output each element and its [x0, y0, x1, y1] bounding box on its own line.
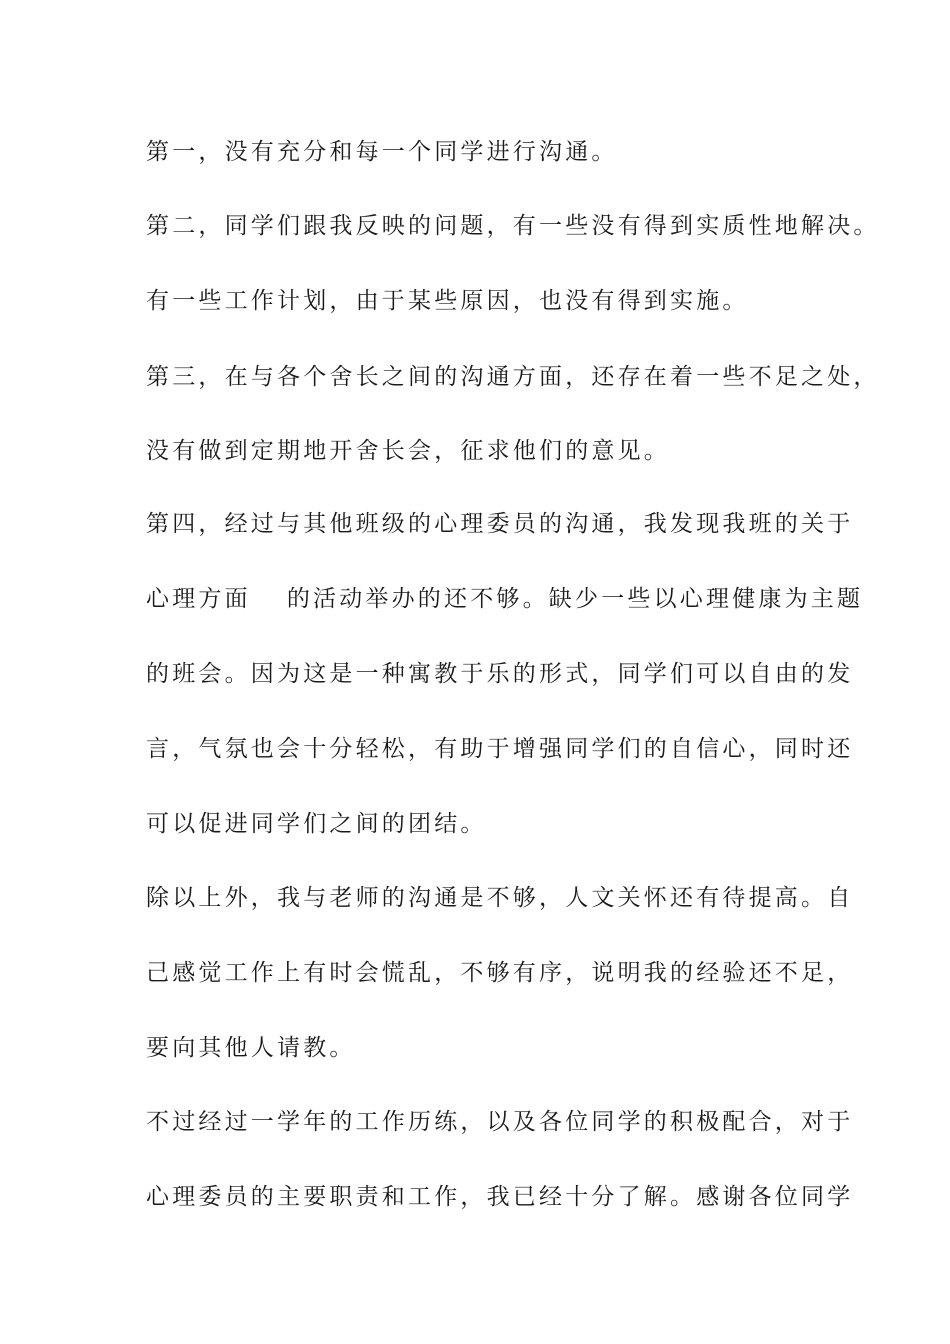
- text-line: 要向其他人请教。: [146, 1035, 356, 1061]
- text-line: 言，气氛也会十分轻松，有助于增强同学们的自信心，同时还: [146, 736, 854, 762]
- text-line: 不过经过一学年的工作历练，以及各位同学的积极配合，对于: [146, 1109, 854, 1135]
- text-line-rest: 的活动举办的还不够。缺少一些以心理健康为主题: [286, 586, 864, 612]
- text-line: 可以促进同学们之间的团结。: [146, 811, 487, 837]
- text-line-prefix: 心理方面: [146, 586, 251, 612]
- text-line: 第一，没有充分和每一个同学进行沟通。: [146, 139, 618, 165]
- text-line: 第四，经过与其他班级的心理委员的沟通，我发现我班的关于: [146, 511, 854, 537]
- text-line: [146, 584, 863, 614]
- text-line: 心理委员的主要职责和工作，我已经十分了解。感谢各位同学: [146, 1184, 854, 1210]
- text-line: 没有做到定期地开舍长会，征求他们的意见。: [146, 438, 670, 464]
- text-line: 的班会。因为这是一种寓教于乐的形式，同学们可以自由的发: [146, 661, 854, 687]
- text-line: 第二，同学们跟我反映的问题，有一些没有得到实质性地解决。: [146, 213, 880, 239]
- text-line: 除以上外，我与老师的沟通是不够，人文关怀还有待提高。自: [146, 885, 854, 911]
- text-line: 己感觉工作上有时会慌乱，不够有序，说明我的经验还不足，: [146, 960, 854, 986]
- text-line: 第三，在与各个舍长之间的沟通方面，还存在着一些不足之处，: [146, 364, 880, 390]
- text-line: 有一些工作计划，由于某些原因，也没有得到实施。: [146, 288, 749, 314]
